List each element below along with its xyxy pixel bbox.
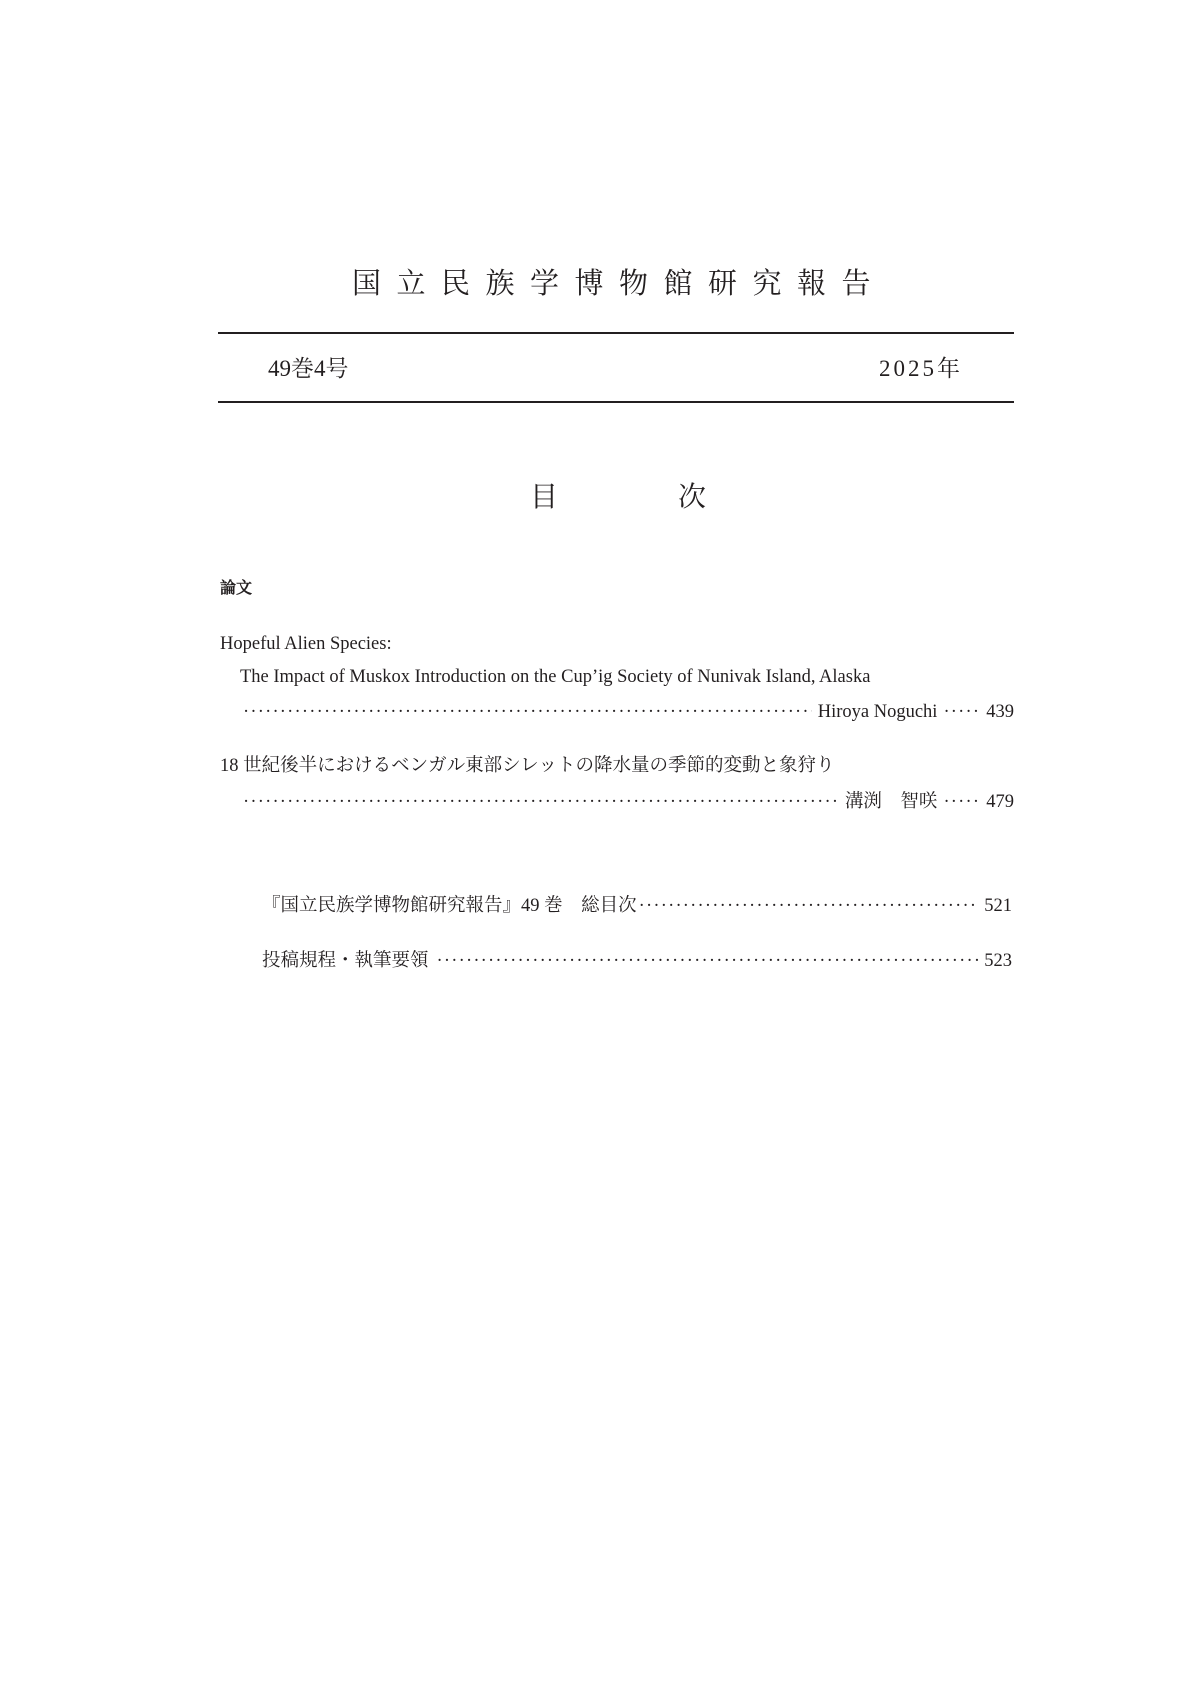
extra-entry-guidelines-leader-dots: [437, 949, 979, 973]
publication-year: 2025年: [879, 356, 963, 381]
extra-entry-guidelines-page[interactable]: 523: [984, 951, 1012, 971]
article-1-title-line2[interactable]: The Impact of Muskox Introduction on the Cup’ig Society of Nunivak Island, Alaska: [240, 667, 871, 687]
extra-entry-index-page[interactable]: 521: [984, 896, 1012, 916]
article-2-title[interactable]: 18 世紀後半におけるベンガル東部シレットの降水量の季節的変動と象狩り: [220, 756, 835, 776]
article-1-author: Hiroya Noguchi: [817, 702, 938, 722]
article-2-leader-dots: [243, 790, 839, 814]
article-1-leader-dots: [243, 700, 812, 724]
extra-entry-guidelines[interactable]: [262, 949, 1012, 973]
journal-title: 国立民族学博物館研究報告: [352, 266, 887, 300]
article-1-page-number[interactable]: 439: [986, 702, 1014, 722]
toc-heading-second-char: 次: [678, 482, 707, 513]
article-2-byline-row: [243, 790, 1014, 814]
extra-entry-index[interactable]: [262, 894, 1012, 918]
issue-number: 49巻4号: [268, 356, 349, 381]
article-1-short-leader: ·····: [943, 702, 981, 722]
header-rule-bottom: [218, 401, 1014, 403]
article-2-short-leader: ·····: [943, 792, 981, 812]
article-2-page-number[interactable]: 479: [986, 792, 1014, 812]
header-rule-top: [218, 332, 1014, 334]
toc-heading-first-char: 目: [530, 482, 559, 513]
article-2-author: 溝渕 智咲: [844, 792, 938, 812]
extra-entry-index-label[interactable]: 『国立民族学博物館研究報告』49 巻 総目次: [262, 896, 637, 916]
extra-entry-index-leader-dots: [639, 894, 979, 918]
section-label-articles: 論文: [220, 578, 253, 597]
article-1-byline-row: [243, 700, 1014, 724]
extra-entry-guidelines-label[interactable]: 投稿規程・執筆要領: [262, 951, 429, 971]
article-1-title-line1[interactable]: Hopeful Alien Species:: [220, 634, 392, 654]
